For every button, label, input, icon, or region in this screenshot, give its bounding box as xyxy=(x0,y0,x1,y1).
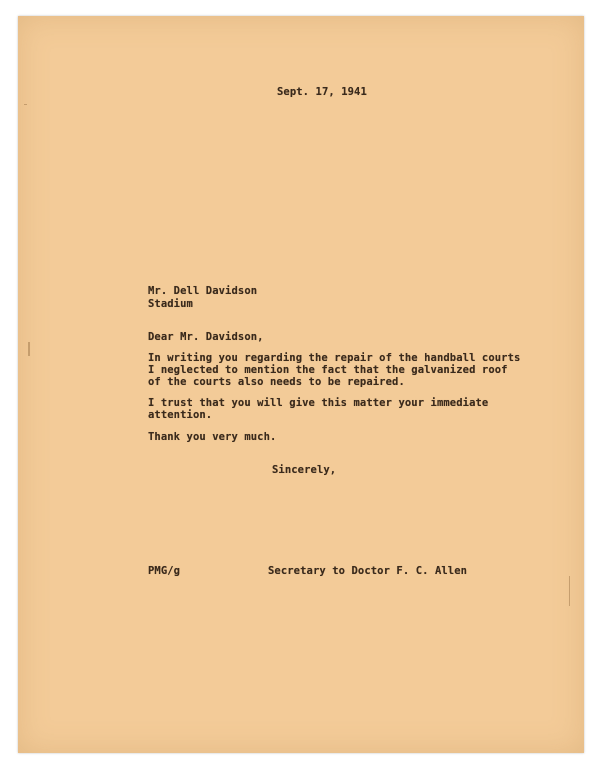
salutation: Dear Mr. Davidson, xyxy=(148,331,264,343)
paragraph-line: I trust that you will give this matter your immediate xyxy=(148,397,489,409)
paper-speck xyxy=(569,576,570,606)
paragraph-line: of the courts also needs to be repaired. xyxy=(148,376,405,388)
signature-line: Secretary to Doctor F. C. Allen xyxy=(268,565,468,577)
paragraph-line: attention. xyxy=(148,409,213,421)
thanks-line: Thank you very much. xyxy=(148,431,277,443)
paper-speck xyxy=(24,104,27,105)
recipient-place: Stadium xyxy=(148,298,193,310)
paragraph-line: In writing you regarding the repair of the handball courts xyxy=(148,352,521,364)
typist-initials: PMG/g xyxy=(148,565,181,577)
recipient-name: Mr. Dell Davidson xyxy=(148,285,258,297)
paragraph-line: I neglected to mention the fact that the galvanized roof xyxy=(148,364,508,376)
letter-date: Sept. 17, 1941 xyxy=(277,86,367,98)
closing: Sincerely, xyxy=(272,464,337,476)
paper-speck xyxy=(28,342,30,356)
